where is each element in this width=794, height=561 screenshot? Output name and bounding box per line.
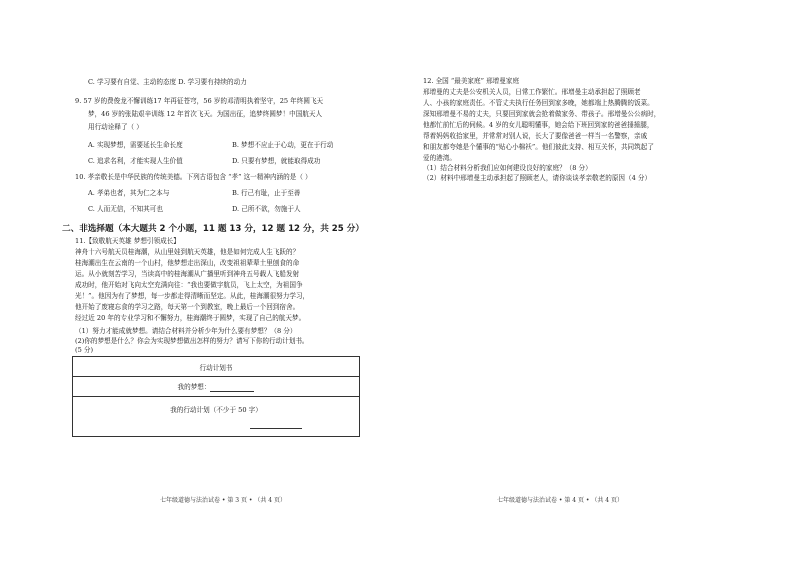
q11-subquestion-1: （1）努力才能成就梦想。请结合材料并分析少年为什么要有梦想？（8 分） [75,327,297,335]
action-plan-row [73,397,360,437]
action-plan-table [72,356,360,437]
q11-subquestion-2-line-1: (2)你的梦想是什么？你会为实现梦想做出怎样的努力？请写下你的行动计划书。 [75,337,309,345]
q10-option-d[interactable]: D. 己所不欲，勿施于人 [232,205,301,213]
q12-material-line-6: 和朋友都夸她是个懂事的“贴心小棉袄”。他们彼此支持、相互关怀，共同筑起了 [423,143,654,151]
q11-material-line-2: 桂海潮出生在云南的一个山村，他梦想走出深山，改变祖祖辈辈土里刨食的命 [75,259,300,267]
q10-option-a[interactable]: A. 孝弟也者，其为仁之本与 [88,189,170,197]
action-plan-label: 我的行动计划（不少于 50 字） [170,406,262,414]
q11-material-line-5: 光！”。他因为有了梦想，每一步都走得清晰而坚定。从此，桂海潮很努力学习， [75,292,310,300]
q9-option-a[interactable]: A. 实现梦想，需要延长生命长度 [88,141,183,149]
page-footer: 七年级道德与法治试卷 • 第 4 页 • （共 4 页） [497,497,623,504]
q8-option-cd: C. 学习要有自觉、主动的态度 D. 学习要有持续的动力 [88,78,247,86]
q12-subquestion-1: （1）结合材料分析我们应如何建设良好的家庭？（8 分） [423,164,592,172]
q12-material-line-3: 深知邢增曼不易的丈夫，只要回到家就会抢着做家务、带孩子。邢增曼公公病时， [423,110,661,118]
q12-material-line-5: 帮着妈妈收拾家里，并常常对别人说，长大了要像爸爸一样当一名警察，亲戚 [423,132,648,140]
q9-stem-line-2: 梦，46 岁的张陆艰辛训练 12 年首次飞天。为国出征，追梦终圆梦！中国航天人 [88,110,323,118]
q12-material-line-2: 人、小孩的家庭责任。不管丈夫执行任务回到家多晚，她都端上热腾腾的饭菜。 [423,99,654,107]
q12-title: 12. 全国 “最美家庭” 邢增曼家庭 [423,77,520,85]
q10-stem: 10. 孝亲敬长是中华民族的传统美德。下列古语包含 “孝” 这一精神内涵的是（ ） [75,173,312,181]
q10-option-c[interactable]: C. 人而无信，不知其可也 [88,205,163,213]
q12-material-line-7: 爱的港湾。 [423,154,456,162]
q12-material-line-1: 邢增曼的丈夫是公安机关人员，日常工作繁忙。邢增曼主动承担起了照顾老 [423,88,641,96]
q9-stem-line-1: 9. 57 岁的费俊龙不懈训练17 年再征苍穹，56 岁的邓清明执着坚守，25 年终圆飞天 [75,97,324,105]
exam-page-4 [397,0,794,561]
page-footer: 七年级道德与法治试卷 • 第 3 页 • （共 4 页） [160,497,286,504]
q10-option-b[interactable]: B. 行己有耻，止于至善 [232,189,301,197]
action-plan-answer-blank[interactable] [250,420,302,429]
q11-material-line-1: 神舟十六号航天员桂海潮，从山里娃到航天英雄，他是如何完成人生飞跃的？ [75,248,300,256]
q9-option-c[interactable]: C. 追求名利，才能实现人生价值 [88,157,183,165]
q11-material-line-6: 他开始了废寝忘食的学习之路，每天第一个到教室，晚上最后一个回到宿舍。 [75,303,300,311]
q12-material-line-4: 他都忙前忙后的伺候。4 岁的女儿聪明懂事，她会给下班回到家的爸爸捶捶腿， [423,121,654,129]
q11-title: 11.【致敬航天英雄 梦想引领成长】 [75,237,180,245]
q11-material-line-3: 运。从小就刻苦学习，当读高中的桂海潮从广播里听到神舟五号载人飞船发射 [75,270,300,278]
dream-label: 我的梦想： [177,383,211,391]
dream-row [73,377,360,397]
q11-material-line-4: 成功时，他开始对飞向太空充满向往：“我也要做宇航员，飞上太空，为祖国争 [75,281,303,289]
q11-material-line-7: 经过近 20 年的专业学习和不懈努力，桂海潮终于圆梦，实现了自己的航天梦。 [75,314,306,322]
q11-subquestion-2-line-2: (5 分) [75,346,94,354]
dream-answer-blank[interactable] [210,383,254,392]
action-plan-title: 行动计划书 [73,357,360,377]
q9-stem-line-3: 用行动诠释了（ ） [88,123,143,131]
q12-subquestion-2: （2）材料中邢增曼主动承担起了照顾老人，请你谈谈孝亲敬老的原因（4 分） [423,174,652,182]
section-2-heading: 二、非选择题（本大题共 2 个小题，11 题 13 分，12 题 12 分，共 25 分） [62,224,364,234]
q9-option-b[interactable]: B. 梦想不应止于心动，更在于行动 [232,141,334,149]
q9-option-d[interactable]: D. 只要有梦想，就能取得成功 [232,157,321,165]
